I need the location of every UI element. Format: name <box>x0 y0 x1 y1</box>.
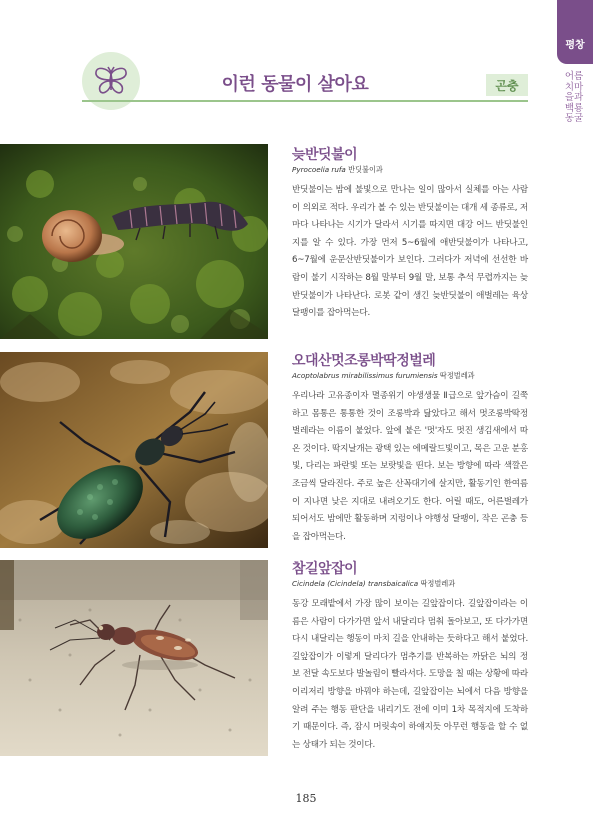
category-badge: 곤충 <box>486 74 528 96</box>
entry-title: 참길앞잡이 <box>292 561 358 577</box>
entry-beetle <box>292 352 528 546</box>
entry-scientific-name: Cicindela (Cicindela) transbaicalica 딱정벌레과 <box>292 579 456 588</box>
page-number: 185 <box>295 792 317 805</box>
entry-description: 반딧불이는 밤에 불빛으로 만나는 일이 많아서 실체를 아는 사람이 의외로 적다. 우리가 볼 수 있는 반딧불이는 대개 세 종류로, 저마다 나타나는 시기가 달라서 시기를 따지면 대강 어느 반딧불인지를 알 수 있다. 가장 먼저 5~6월에 애반딧불이가 나타나고, 6~7월에 운문산반딧불이가 보인다. 그러다가 저녁에 선선한 바람이 불기 시작하는 8월 말부터 9월 말, 보통 추석 무렵까지는 늦반딧불이가 나타난다. 로봇 같이 생긴 늦반딧불이 애벌레는 육상 달팽이를 잡아먹는다. <box>292 185 528 319</box>
entry-title: 오대산멋조롱박딱정벌레 <box>292 353 436 369</box>
tiger-beetle-photo <box>0 560 268 756</box>
entry-description: 동강 모래밭에서 가장 많이 보이는 길앞잡이다. 길앞잡이라는 이름은 사람이 다가가면 앞서 내달리다 멈춰 돌아보고, 또 다가가면 다시 내달리는 행동이 마치 길을 안내하는 듯하다고 해서 붙었다. 길앞잡이가 이렇게 달리다가 멈추기를 반복하는 까닭은 뇌의 정보 전달 속도보다 발놀림이 빨라서다. 도망을 칠 때는 상황에 따라 이리저리 방향을 바꿔야 하는데, 길앞잡이는 뇌에서 다음 방향을 알려 주는 행동 판단을 내리기도 전에 이미 1차 목적지에 도착하기 때문이다. 즉, 잠시 머릿속이 하얘지듯 아무런 행동을 할 수 없는 상태가 되는 것이다. <box>292 599 528 750</box>
entry-tiger-beetle <box>292 560 528 754</box>
entry-title: 늦반딧불이 <box>292 147 358 163</box>
beetle-photo <box>0 352 268 548</box>
chapter-vertical-title: 어름치마을과 백룡동굴 <box>564 71 584 125</box>
firefly-photo <box>0 144 268 339</box>
header-divider <box>82 100 528 102</box>
section-tab <box>557 0 593 64</box>
entry-scientific-name: Pyrocoelia rufa 반딧불이과 <box>292 165 383 174</box>
page-title: 이런 동물이 살아요 <box>221 74 369 95</box>
section-tab-label: 평창 <box>565 40 585 51</box>
entry-description: 우리나라 고유종이자 멸종위기 야생생물 Ⅱ급으로 앞가슴이 길쭉하고 몸통은 통통한 것이 조롱박과 닮았다고 해서 멋조롱박딱정벌레라는 이름이 붙었다. 앞에 붙은 '멋'자도 멋진 생김새에서 따온 것이다. 딱지날개는 광택 있는 에메랄드빛이고, 목은 고운 분홍빛, 다리는 파란빛 또는 보랏빛을 띤다. 보는 방향에 따라 색깔은 조금씩 달라진다. 주로 높은 산꼭대기에 살지만, 활동기인 한여름이 지나면 낮은 지대로 내려오기도 한다. 어릴 때도, 어른벌레가 되어서도 밤에만 활동하며 지렁이나 야행성 달팽이, 작은 곤충 등을 잡아먹는다. <box>292 391 528 542</box>
entry-firefly <box>292 146 528 323</box>
entry-scientific-name: Acoptolabrus mirabilissimus furumiensis 딱정벌레과 <box>292 371 475 380</box>
